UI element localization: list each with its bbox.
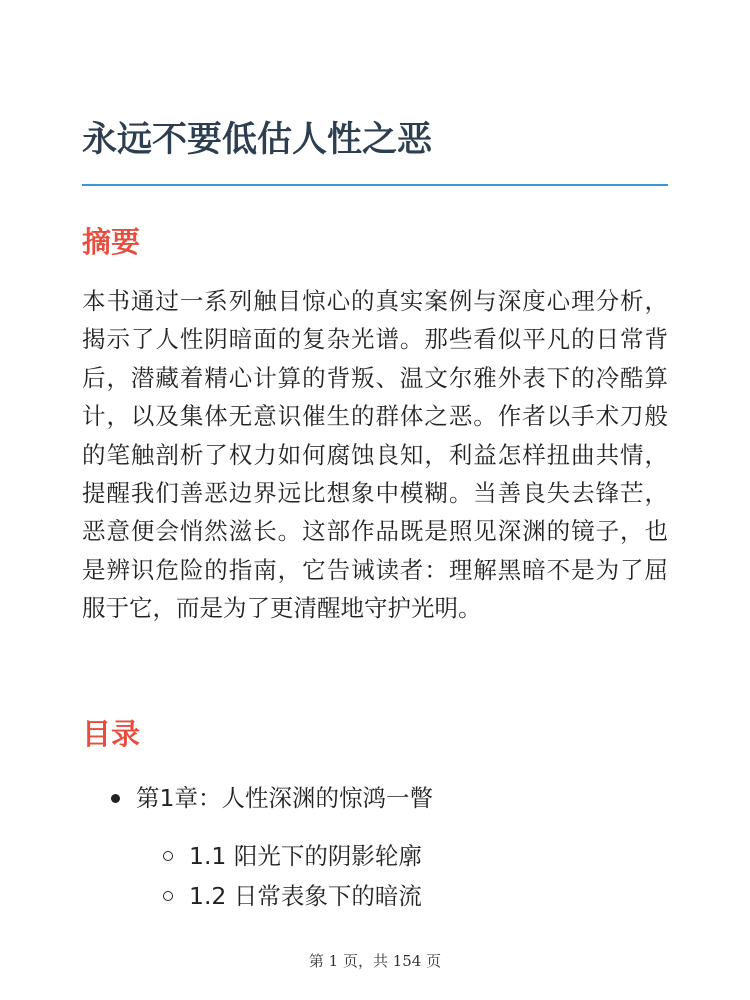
toc-chapter-label: 第1章：人性深渊的惊鸿一瞥 [136,784,433,812]
book-title: 永远不要低估人性之恶 [82,120,433,160]
document-page [82,0,668,1000]
toc-section-label: 1.1 阳光下的阴影轮廓 [189,842,422,870]
toc-section-item [189,878,422,914]
toc-section-label: 1.2 日常表象下的暗流 [189,882,422,910]
title-divider [82,184,668,186]
toc-chapter-item [136,780,433,816]
toc-heading: 目录 [82,717,141,751]
toc-section-item [189,838,422,874]
abstract-heading: 摘要 [82,225,141,259]
bullet-circle-icon [163,851,173,861]
abstract-paragraph: 本书通过一系列触目惊心的真实案例与深度心理分析，揭示了人性阴暗面的复杂光谱。那些看似平凡的日常背后，潜藏着精心计算的背叛、温文尔雅外表下的冷酷算计，以及集体无意识催生的群体之恶。作者以手术刀般的笔触剖析了权力如何腐蚀良知，利益怎样扭曲共情，提醒我们善恶边界远比想象中模糊。当善良失去锋芒，恶意便会悄然滋长。这部作品既是照见深渊的镜子，也是辨识危险的指南，它告诫读者：理解黑暗不是为了屈服于它，而是为了更清醒地守护光明。 [82,287,668,623]
bullet-disc-icon [111,794,120,803]
bullet-circle-icon [163,891,173,901]
page-number-footer: 第 1 页，共 154 页 [308,952,442,970]
